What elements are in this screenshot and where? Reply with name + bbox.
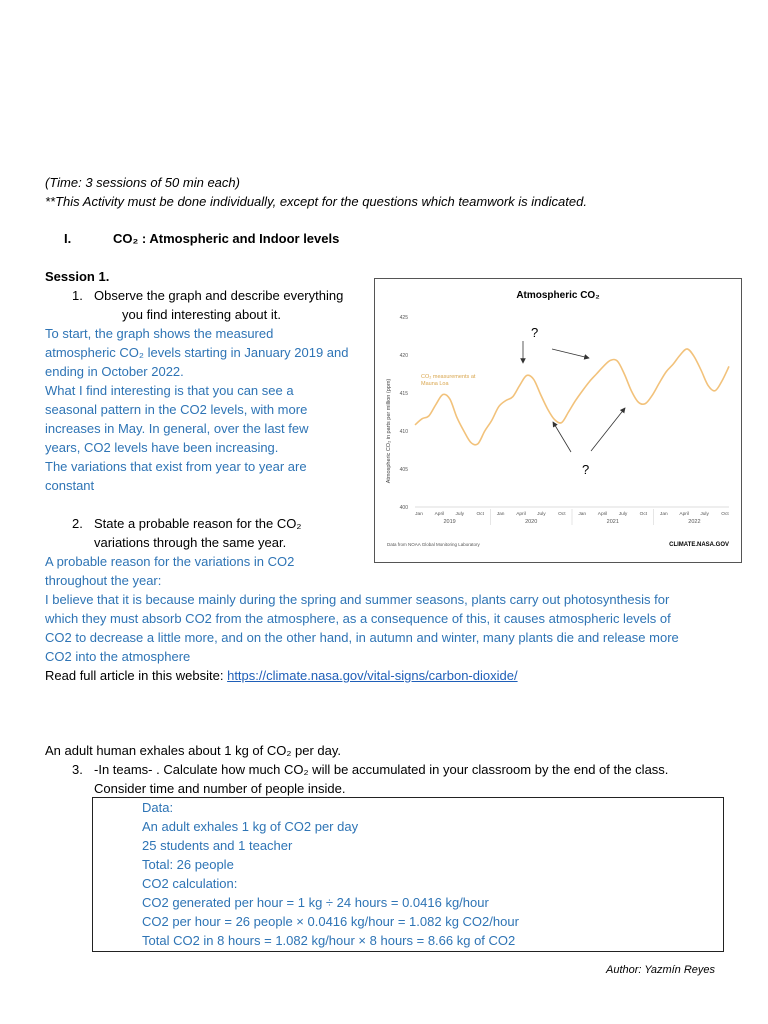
answer-2-line: I believe that it is because mainly during the spring and summer seasons, plants carry out photosynthesis for xyxy=(45,592,670,607)
data-source: Data from NOAA Global Monitoring Laboratory xyxy=(387,542,480,547)
x-tick-month: July xyxy=(455,512,465,517)
read-article-prefix: Read full article in this website: xyxy=(45,668,228,683)
answer-1-line: What I find interesting is that you can see a xyxy=(45,383,294,398)
arrow-right xyxy=(552,349,589,358)
x-tick-month: April xyxy=(679,512,690,517)
x-tick-year: 2021 xyxy=(606,519,619,525)
time-note: (Time: 3 sessions of 50 min each) xyxy=(45,175,240,190)
x-tick-month: Oct xyxy=(558,512,566,517)
co2-chart xyxy=(374,278,742,563)
q3-line-1: -In teams- . Calculate how much CO₂ will be accumulated in your classroom by the end of the class. xyxy=(94,762,669,777)
calc-line: An adult exhales 1 kg of CO2 per day xyxy=(142,819,359,834)
calc-line: 25 students and 1 teacher xyxy=(142,838,293,853)
answer-2-line: A probable reason for the variations in CO2 xyxy=(45,554,295,569)
answer-2-line: which they must absorb CO2 from the atmosphere, as a consequence of this, it causes atmospheric levels of xyxy=(45,611,671,626)
q1-number: 1. xyxy=(72,288,83,303)
co2-chart-svg xyxy=(375,279,741,562)
answer-1-line: increases in May. In general, over the last few xyxy=(45,421,309,436)
session-title: Session 1. xyxy=(45,269,110,284)
answer-2-line: CO2 into the atmosphere xyxy=(45,649,191,664)
co2-series-line xyxy=(415,349,729,445)
calc-line: Total CO2 in 8 hours = 1.082 kg/hour × 8 hours = 8.66 kg of CO2 xyxy=(142,933,516,948)
x-tick-month: Jan xyxy=(415,512,423,517)
question-mark-bottom: ? xyxy=(582,462,590,477)
mauna-loa-annotation xyxy=(421,374,477,387)
calc-line: CO2 calculation: xyxy=(142,876,238,891)
x-tick-month: Oct xyxy=(639,512,648,517)
author: Author: Yazmín Reyes xyxy=(606,964,716,976)
answer-2-line: throughout the year: xyxy=(45,573,162,588)
answer-2-line: CO2 to decrease a little more, and on the other hand, in autumn and winter, many plants die and release more xyxy=(45,630,679,645)
y-axis-label: Atmospheric CO₂ in parts per million (ppm) xyxy=(386,378,392,484)
x-tick-year: 2020 xyxy=(525,519,538,525)
question-mark-top: ? xyxy=(531,325,539,340)
arrow-up-left xyxy=(553,422,571,452)
q3-line-2: Consider time and number of people inside. xyxy=(94,781,346,796)
answer-1-line: seasonal pattern in the CO2 levels, with more xyxy=(45,402,308,417)
calc-line: CO2 generated per hour = 1 kg ÷ 24 hours = 0.0416 kg/hour xyxy=(142,895,489,910)
nasa-article-link[interactable]: https://climate.nasa.gov/vital-signs/carbon-dioxide/ xyxy=(227,668,518,683)
read-article xyxy=(45,666,518,685)
q3-number: 3. xyxy=(72,762,83,777)
answer-1-line: To start, the graph shows the measured xyxy=(45,326,274,341)
y-tick-label: 415 xyxy=(399,391,408,397)
x-ticks xyxy=(415,509,729,525)
q1-line-2: you find interesting about it. xyxy=(122,307,281,322)
x-tick-month: Oct xyxy=(476,512,484,517)
y-tick-label: 425 xyxy=(399,315,408,321)
answer-1-line: constant xyxy=(45,478,95,493)
y-ticks xyxy=(400,315,409,511)
answer-1-line: atmospheric CO₂ levels starting in January 2019 and xyxy=(45,345,349,360)
x-tick-month: April xyxy=(597,512,608,517)
annotation-line-2: Mauna Loa xyxy=(421,381,449,387)
y-tick-label: 420 xyxy=(399,353,408,359)
x-tick-month: Jan xyxy=(659,512,668,517)
x-tick-year: 2022 xyxy=(688,519,701,525)
calc-line: Data: xyxy=(142,800,174,815)
answer-1-line: The variations that exist from year to year are xyxy=(45,459,307,474)
arrow-up-right xyxy=(591,408,625,451)
individual-note: **This Activity must be done individually, except for the questions which teamwork is indicated. xyxy=(45,194,587,209)
x-tick-year: 2019 xyxy=(443,519,456,525)
x-tick-month: April xyxy=(434,512,445,517)
section-numeral: I. xyxy=(64,231,72,246)
y-tick-label: 400 xyxy=(399,505,408,511)
exhale-intro: An adult human exhales about 1 kg of CO₂ per day. xyxy=(45,743,342,758)
x-tick-month: July xyxy=(618,512,628,517)
x-tick-month: Jan xyxy=(578,512,587,517)
calc-line: Total: 26 people xyxy=(142,857,234,872)
y-tick-label: 410 xyxy=(399,429,408,435)
calculation-box xyxy=(92,797,724,952)
section-title: CO₂ : Atmospheric and Indoor levels xyxy=(113,231,340,246)
q2-number: 2. xyxy=(72,516,83,531)
annotation-line-1: CO₂ measurements at xyxy=(421,374,476,380)
q2-line-1: State a probable reason for the CO₂ xyxy=(94,516,302,531)
q1-line-1: Observe the graph and describe everything xyxy=(94,288,344,303)
x-tick-month: July xyxy=(537,512,546,517)
x-tick-month: April xyxy=(516,512,526,517)
answer-1-line: ending in October 2022. xyxy=(45,364,184,379)
calc-line: CO2 per hour = 26 people × 0.0416 kg/hour = 1.082 kg CO2/hour xyxy=(142,914,519,929)
chart-title: Atmospheric CO₂ xyxy=(516,290,600,301)
x-tick-month: July xyxy=(700,512,709,517)
climate-nasa-brand: CLIMATE.NASA.GOV xyxy=(669,542,729,548)
q2-line-2: variations through the same year. xyxy=(94,535,287,550)
answer-1-line: years, CO2 levels have been increasing. xyxy=(45,440,279,455)
x-tick-month: Oct xyxy=(721,512,729,517)
x-tick-month: Jan xyxy=(496,512,505,517)
y-tick-label: 405 xyxy=(399,467,408,473)
